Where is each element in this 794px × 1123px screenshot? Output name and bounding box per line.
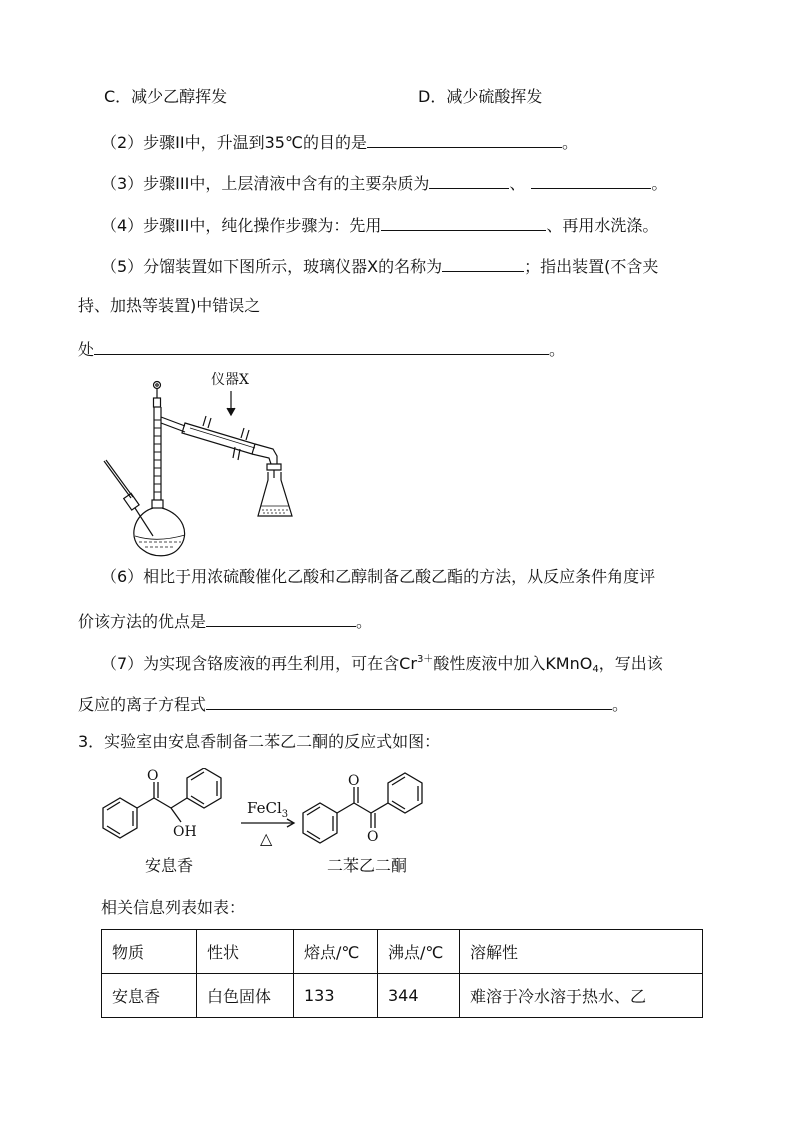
benzoin-structure <box>103 768 221 838</box>
hydroxyl-label: OH <box>173 824 197 840</box>
table-header-cell: 性状 <box>197 930 294 974</box>
table-cell: 133 <box>294 974 378 1018</box>
question-7-text-a: （7）为实现含铬废液的再生利用，可在含Cr <box>101 654 417 673</box>
question-3-sep: 、 <box>509 174 526 193</box>
inserted-rod <box>104 460 153 536</box>
table-cell: 安息香 <box>102 974 197 1018</box>
option-c: C．减少乙醇挥发 <box>104 87 228 106</box>
cr-charge: 3＋ <box>416 654 434 665</box>
table-row <box>102 974 703 1018</box>
option-d: D．减少硫酸挥发 <box>418 87 543 106</box>
instrument-x-label: 仪器X <box>211 372 249 388</box>
receiving-flask <box>258 472 292 516</box>
table-header-row <box>102 930 703 974</box>
fractionating-column <box>154 407 161 500</box>
question-2 <box>101 129 578 154</box>
oxygen-label-reactant: O <box>147 768 159 784</box>
question-6-text: 价该方法的优点是 <box>78 612 207 631</box>
question-2-end: 。 <box>561 133 578 152</box>
question-7-line-1 <box>101 649 663 681</box>
reactant-name: 安息香 <box>145 856 194 875</box>
round-bottom-flask <box>134 508 185 556</box>
question-6-line-2 <box>78 608 372 633</box>
question-6-end: 。 <box>356 612 373 631</box>
question-7-end: 。 <box>612 695 629 714</box>
table-header-cell: 沸点/℃ <box>378 930 460 974</box>
answer-blank-2[interactable] <box>367 129 562 148</box>
question-7-line-2 <box>78 691 628 716</box>
question-7-text-b: 酸性废液中加入KMnO <box>433 654 593 673</box>
table-intro: 相关信息列表如表： <box>101 898 246 917</box>
question-2-text: （2）步骤II中，升温到35℃的目的是 <box>101 133 367 152</box>
benzil-structure <box>303 773 422 843</box>
answer-blank-4[interactable] <box>381 212 546 231</box>
condenser-x <box>182 416 255 460</box>
product-name: 二苯乙二酮 <box>327 856 408 875</box>
thermometer-bulb-top <box>154 382 161 389</box>
question-5-line-3 <box>78 336 565 361</box>
table-cell: 344 <box>378 974 460 1018</box>
question-4-sep: 、再用水洗涤。 <box>546 216 659 235</box>
answer-blank-7[interactable] <box>206 691 612 710</box>
oxygen-label-product-2: O <box>367 829 379 845</box>
table-header-cell: 熔点/℃ <box>294 930 378 974</box>
question-7-text-d: 反应的离子方程式 <box>78 695 207 714</box>
question-3-main: 3．实验室由安息香制备二苯乙二酮的反应式如图： <box>78 732 441 751</box>
table-header-cell: 溶解性 <box>460 930 703 974</box>
reagent-label: FeCl$_3$ <box>247 799 289 820</box>
table-cell: 白色固体 <box>197 974 294 1018</box>
distillation-apparatus-figure <box>95 368 320 558</box>
question-4 <box>101 212 658 237</box>
info-table <box>101 929 703 1018</box>
question-5-text-a: （5）分馏装置如下图所示，玻璃仪器X的名称为 <box>101 257 443 276</box>
question-5-line-2: 持、加热等装置)中错误之 <box>78 296 261 315</box>
answer-blank-5a[interactable] <box>442 253 524 272</box>
table-header-cell: 物质 <box>102 930 197 974</box>
answer-blank-5b[interactable] <box>94 336 549 355</box>
question-5-end: 。 <box>549 340 566 359</box>
question-5-line-1 <box>101 253 658 278</box>
question-6-line-1: （6）相比于用浓硫酸催化乙酸和乙醇制备乙酸乙酯的方法，从反应条件角度评 <box>101 567 656 586</box>
answer-blank-3a[interactable] <box>429 170 509 189</box>
kmno4-subscript: 4 <box>592 664 599 675</box>
table-cell: 难溶于冷水溶于热水、乙 <box>460 974 703 1018</box>
answer-blank-6[interactable] <box>206 608 356 627</box>
answer-blank-3b[interactable] <box>531 170 651 189</box>
oxygen-label-product-1: O <box>348 773 360 789</box>
heating-symbol: △ <box>260 829 273 848</box>
question-3 <box>101 170 667 195</box>
question-5-text-b: ；指出装置(不含夹 <box>524 257 659 276</box>
question-4-text: （4）步骤III中，纯化操作步骤为：先用 <box>101 216 382 235</box>
question-7-text-c: ，写出该 <box>598 654 663 673</box>
question-5-text-c: 处 <box>78 340 95 359</box>
question-3-end: 。 <box>651 174 668 193</box>
question-3-text: （3）步骤III中，上层清液中含有的主要杂质为 <box>101 174 430 193</box>
